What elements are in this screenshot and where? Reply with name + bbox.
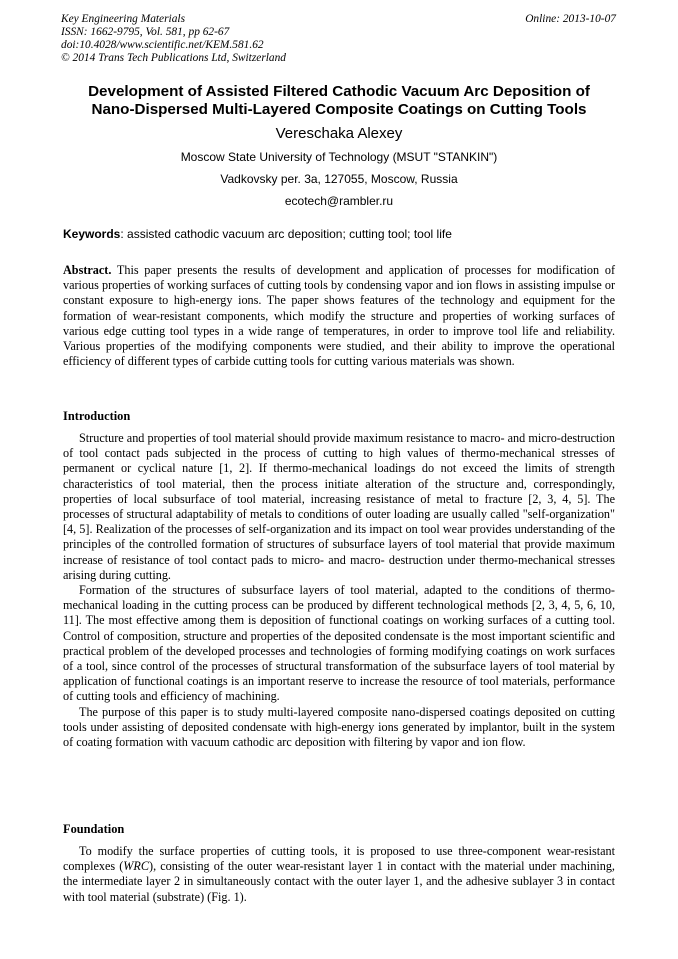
abstract-text: This paper presents the results of development and application of processes for modification of various properties of working surfaces of cutting tools by condensing vapor and ion flows in assisting impulse or constant exposure to high-energy ions. The paper shows features of the technology and equipment for the formation of wear-resistant components, which modify the structure and properties of working surfaces of various edge cutting tool types in a wide range of temperatures, in order to improve tool life and reliability. Various properties of the modifying components were studied, and their ability to improve the operational efficiency of different types of carbide cutting tools for cutting various materials was shown.	[63, 263, 615, 369]
journal-name: Key Engineering Materials	[61, 13, 186, 25]
introduction-paragraph-1: Structure and properties of tool material should provide maximum resistance to macro- and micro-destruction of tool contact pads subjected in the process of cutting to high values of thermo-mechanical stresses of permanent or cyclical nature [1, 2]. If thermo-mechanical loadings do not exceed the limits of strength characteristics of tool material, then the process initiate alteration of the structure and, correspondingly, properties of local subsurface of tool material, increasing resistance of metal to fracture [2, 3, 4, 5]. The processes of structural adaptability of metals to conditions of outer loading are usually called "self-organization" [4, 5]. Realization of the processes of self-organization and its impact on tool wear provides understanding of the principles of the controlled formation of structures of subsurface layers of tool material that provide maximum increase of resistance of tool contact pads to micro- and macro- destruction under thermo-mechanical stresses arising during cutting.	[63, 431, 615, 582]
affiliation-address: Vadkovsky per. 3a, 127055, Moscow, Russia	[220, 172, 458, 186]
foundation-paragraph-1	[63, 844, 615, 905]
foundation-heading: Foundation	[63, 822, 125, 836]
foundation-text-a: To modify the surface properties of cutting tools, it is proposed to use three-component wear-resistant complexes (	[63, 844, 615, 874]
journal-header	[61, 13, 286, 65]
introduction-body	[63, 431, 615, 750]
title-line-2: Nano-Dispersed Multi-Layered Composite Coatings on Cutting Tools	[91, 101, 587, 118]
foundation-body	[63, 844, 615, 905]
author-email: ecotech@rambler.ru	[284, 194, 394, 208]
journal-doi: doi:10.4028/www.scientific.net/KEM.581.62	[61, 39, 264, 51]
introduction-heading: Introduction	[63, 409, 131, 423]
keywords-text: : assisted cathodic vacuum arc deposition; cutting tool; tool life	[120, 227, 452, 241]
journal-issn: ISSN: 1662-9795, Vol. 581, pp 62-67	[61, 26, 230, 38]
title-line-1: Development of Assisted Filtered Cathodic Vacuum Arc Deposition of	[88, 83, 590, 100]
keywords-label: Keywords	[63, 227, 121, 241]
introduction-paragraph-3: The purpose of this paper is to study multi-layered composite nano-dispersed coatings deposited on cutting tools under assisting of deposited condensate with high-energy ions generated by implantor, built in the system of coating formation with vacuum cathodic arc deposition with filtering by vapor and ion flow.	[63, 704, 615, 750]
paper-title	[40, 83, 638, 119]
wrc-abbreviation: WRC	[123, 859, 150, 874]
affiliation-institution: Moscow State University of Technology (MSUT "STANKIN")	[180, 150, 498, 164]
journal-copyright: © 2014 Trans Tech Publications Ltd, Switzerland	[61, 52, 286, 64]
abstract-label: Abstract.	[63, 263, 112, 277]
foundation-text-b: ), consisting of the outer wear-resistant layer 1 in contact with the material under machining, the intermediate layer 2 in simultaneously contact with the outer layer 1, and the adhesive sublayer 3 in contact with tool material (substrate) (Fig. 1).	[63, 859, 615, 904]
introduction-paragraph-2: Formation of the structures of subsurface layers of tool material, adapted to the conditions of thermo-mechanical loading in the cutting process can be produced by different technological methods [2, 3, 4, 5, 6, 10, 11]. The most effective among them is deposition of functional coatings on working surfaces of a cutting tool. Control of composition, structure and properties of the deposited condensate is the most important scientific and practical problem of the developed processes and technologies of forming modifying coatings on work surfaces of a tool, since control of the processes of structural transformation of the subsurface layers of tool material by application of functional coatings is an important reserve to increase the resource of tool materials, performance of cutting tools and efficiency of machining.	[63, 583, 615, 704]
online-date: Online: 2013-10-07	[525, 13, 616, 25]
abstract	[63, 263, 615, 369]
keywords	[63, 227, 452, 241]
author-name: Vereschaka Alexey	[275, 125, 403, 142]
